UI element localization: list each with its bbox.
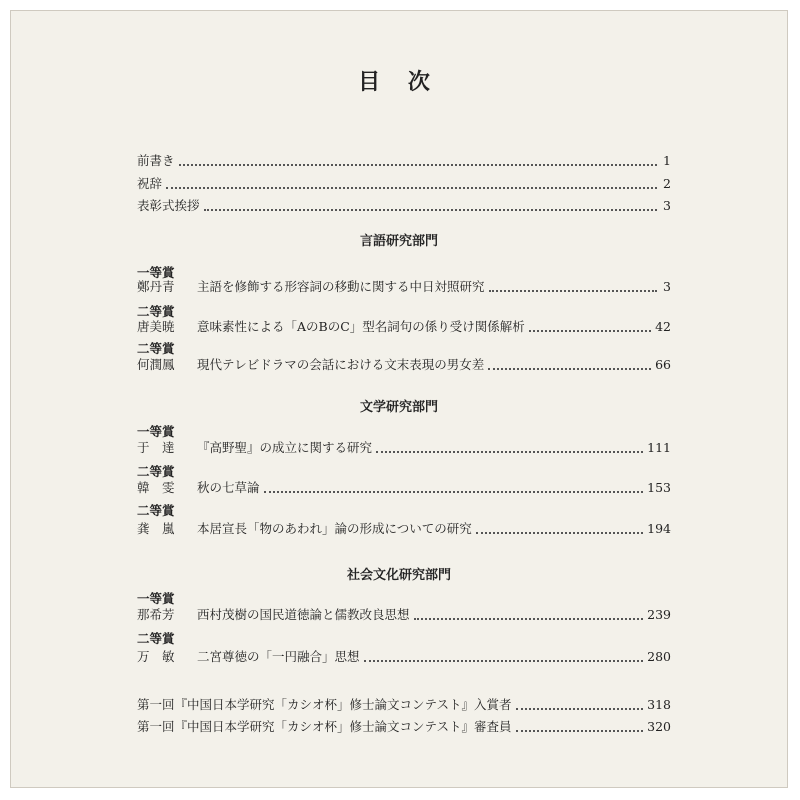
toc-entry <box>137 277 671 297</box>
award-label: 一等賞 <box>137 591 175 606</box>
toc-entry-page: 280 <box>647 649 671 664</box>
toc-entry-text: 表彰式挨拶 <box>137 198 200 213</box>
toc-entry-text: 『高野聖』の成立に関する研究 <box>197 440 373 455</box>
toc-entry-text: 本居宣長「物のあわれ」論の形成についての研究 <box>197 521 472 536</box>
dot-leader <box>476 531 643 534</box>
toc-entry-page: 3 <box>663 279 671 294</box>
award-label: 二等賞 <box>137 503 175 518</box>
award-label: 一等賞 <box>137 265 175 280</box>
toc-entry <box>137 317 671 337</box>
toc-entry <box>137 478 671 498</box>
toc-entry-winners-list <box>137 695 671 715</box>
toc-entry <box>137 519 671 539</box>
dot-leader <box>264 490 644 493</box>
toc-entry-page: 318 <box>647 697 671 712</box>
dot-leader <box>179 163 657 166</box>
author-name: 龚 嵐 <box>137 521 175 536</box>
section-heading-literature: 文学研究部門 <box>359 400 438 415</box>
toc-entry-congratulations <box>137 174 671 194</box>
toc-entry-text: 祝辞 <box>137 176 163 191</box>
dot-leader <box>166 186 657 189</box>
author-name: 唐美暁 <box>137 319 175 334</box>
toc-entry-text: 西村茂樹の国民道徳論と儒教改良思想 <box>197 607 410 622</box>
dot-leader <box>529 329 651 332</box>
toc-entry-page: 42 <box>655 319 671 334</box>
author-name: 那希芳 <box>137 607 175 622</box>
toc-entry-text: 主語を修飾する形容詞の移動に関する中日対照研究 <box>197 279 485 294</box>
dot-leader <box>488 367 651 370</box>
section-heading-society-culture: 社会文化研究部門 <box>346 568 451 583</box>
toc-entry <box>137 438 671 458</box>
toc-entry-text: 二宮尊徳の「一円融合」思想 <box>197 649 360 664</box>
author-name: 韓 雯 <box>137 480 175 495</box>
dot-leader <box>489 289 657 292</box>
award-label: 二等賞 <box>137 464 175 479</box>
document-page <box>10 10 788 788</box>
page-title: 目 次 <box>358 70 440 95</box>
dot-leader <box>204 208 657 211</box>
toc-entry-preface <box>137 151 671 171</box>
toc-entry-text: 意味素性による「AのBのC」型名詞句の係り受け関係解析 <box>197 319 525 334</box>
toc-entry-text: 第一回『中国日本学研究「カシオ杯」修士論文コンテスト』入賞者 <box>137 697 512 712</box>
author-name: 何潤鳳 <box>137 357 175 372</box>
toc-entry-text: 現代テレビドラマの会話における文末表現の男女差 <box>197 357 485 372</box>
toc-entry <box>137 605 671 625</box>
toc-entry-page: 320 <box>647 719 671 734</box>
author-name: 于 達 <box>137 440 175 455</box>
award-label: 二等賞 <box>137 304 175 319</box>
toc-entry-page: 153 <box>647 480 671 495</box>
dot-leader <box>364 659 644 662</box>
toc-entry-page: 2 <box>663 176 671 191</box>
toc-entry-page: 1 <box>663 153 671 168</box>
toc-entry-page: 194 <box>647 521 671 536</box>
dot-leader <box>516 729 644 732</box>
toc-entry <box>137 355 671 375</box>
award-label: 二等賞 <box>137 631 175 646</box>
toc-entry-judges-list <box>137 717 671 737</box>
award-label: 二等賞 <box>137 341 175 356</box>
toc-entry-text: 第一回『中国日本学研究「カシオ杯」修士論文コンテスト』審査員 <box>137 719 512 734</box>
toc-entry-page: 239 <box>647 607 671 622</box>
toc-entry-page: 111 <box>647 440 671 455</box>
toc-entry-page: 66 <box>655 357 671 372</box>
toc-entry-ceremony-address <box>137 196 671 216</box>
toc-entry-page: 3 <box>663 198 671 213</box>
toc-entry <box>137 647 671 667</box>
author-name: 万 敏 <box>137 649 175 664</box>
dot-leader <box>414 617 644 620</box>
toc-entry-text: 前書き <box>137 153 175 168</box>
toc-entry-text: 秋の七草論 <box>197 480 260 495</box>
dot-leader <box>516 707 644 710</box>
award-label: 一等賞 <box>137 424 175 439</box>
section-heading-language: 言語研究部門 <box>359 234 438 249</box>
dot-leader <box>376 450 643 453</box>
author-name: 鄭丹青 <box>137 279 175 294</box>
